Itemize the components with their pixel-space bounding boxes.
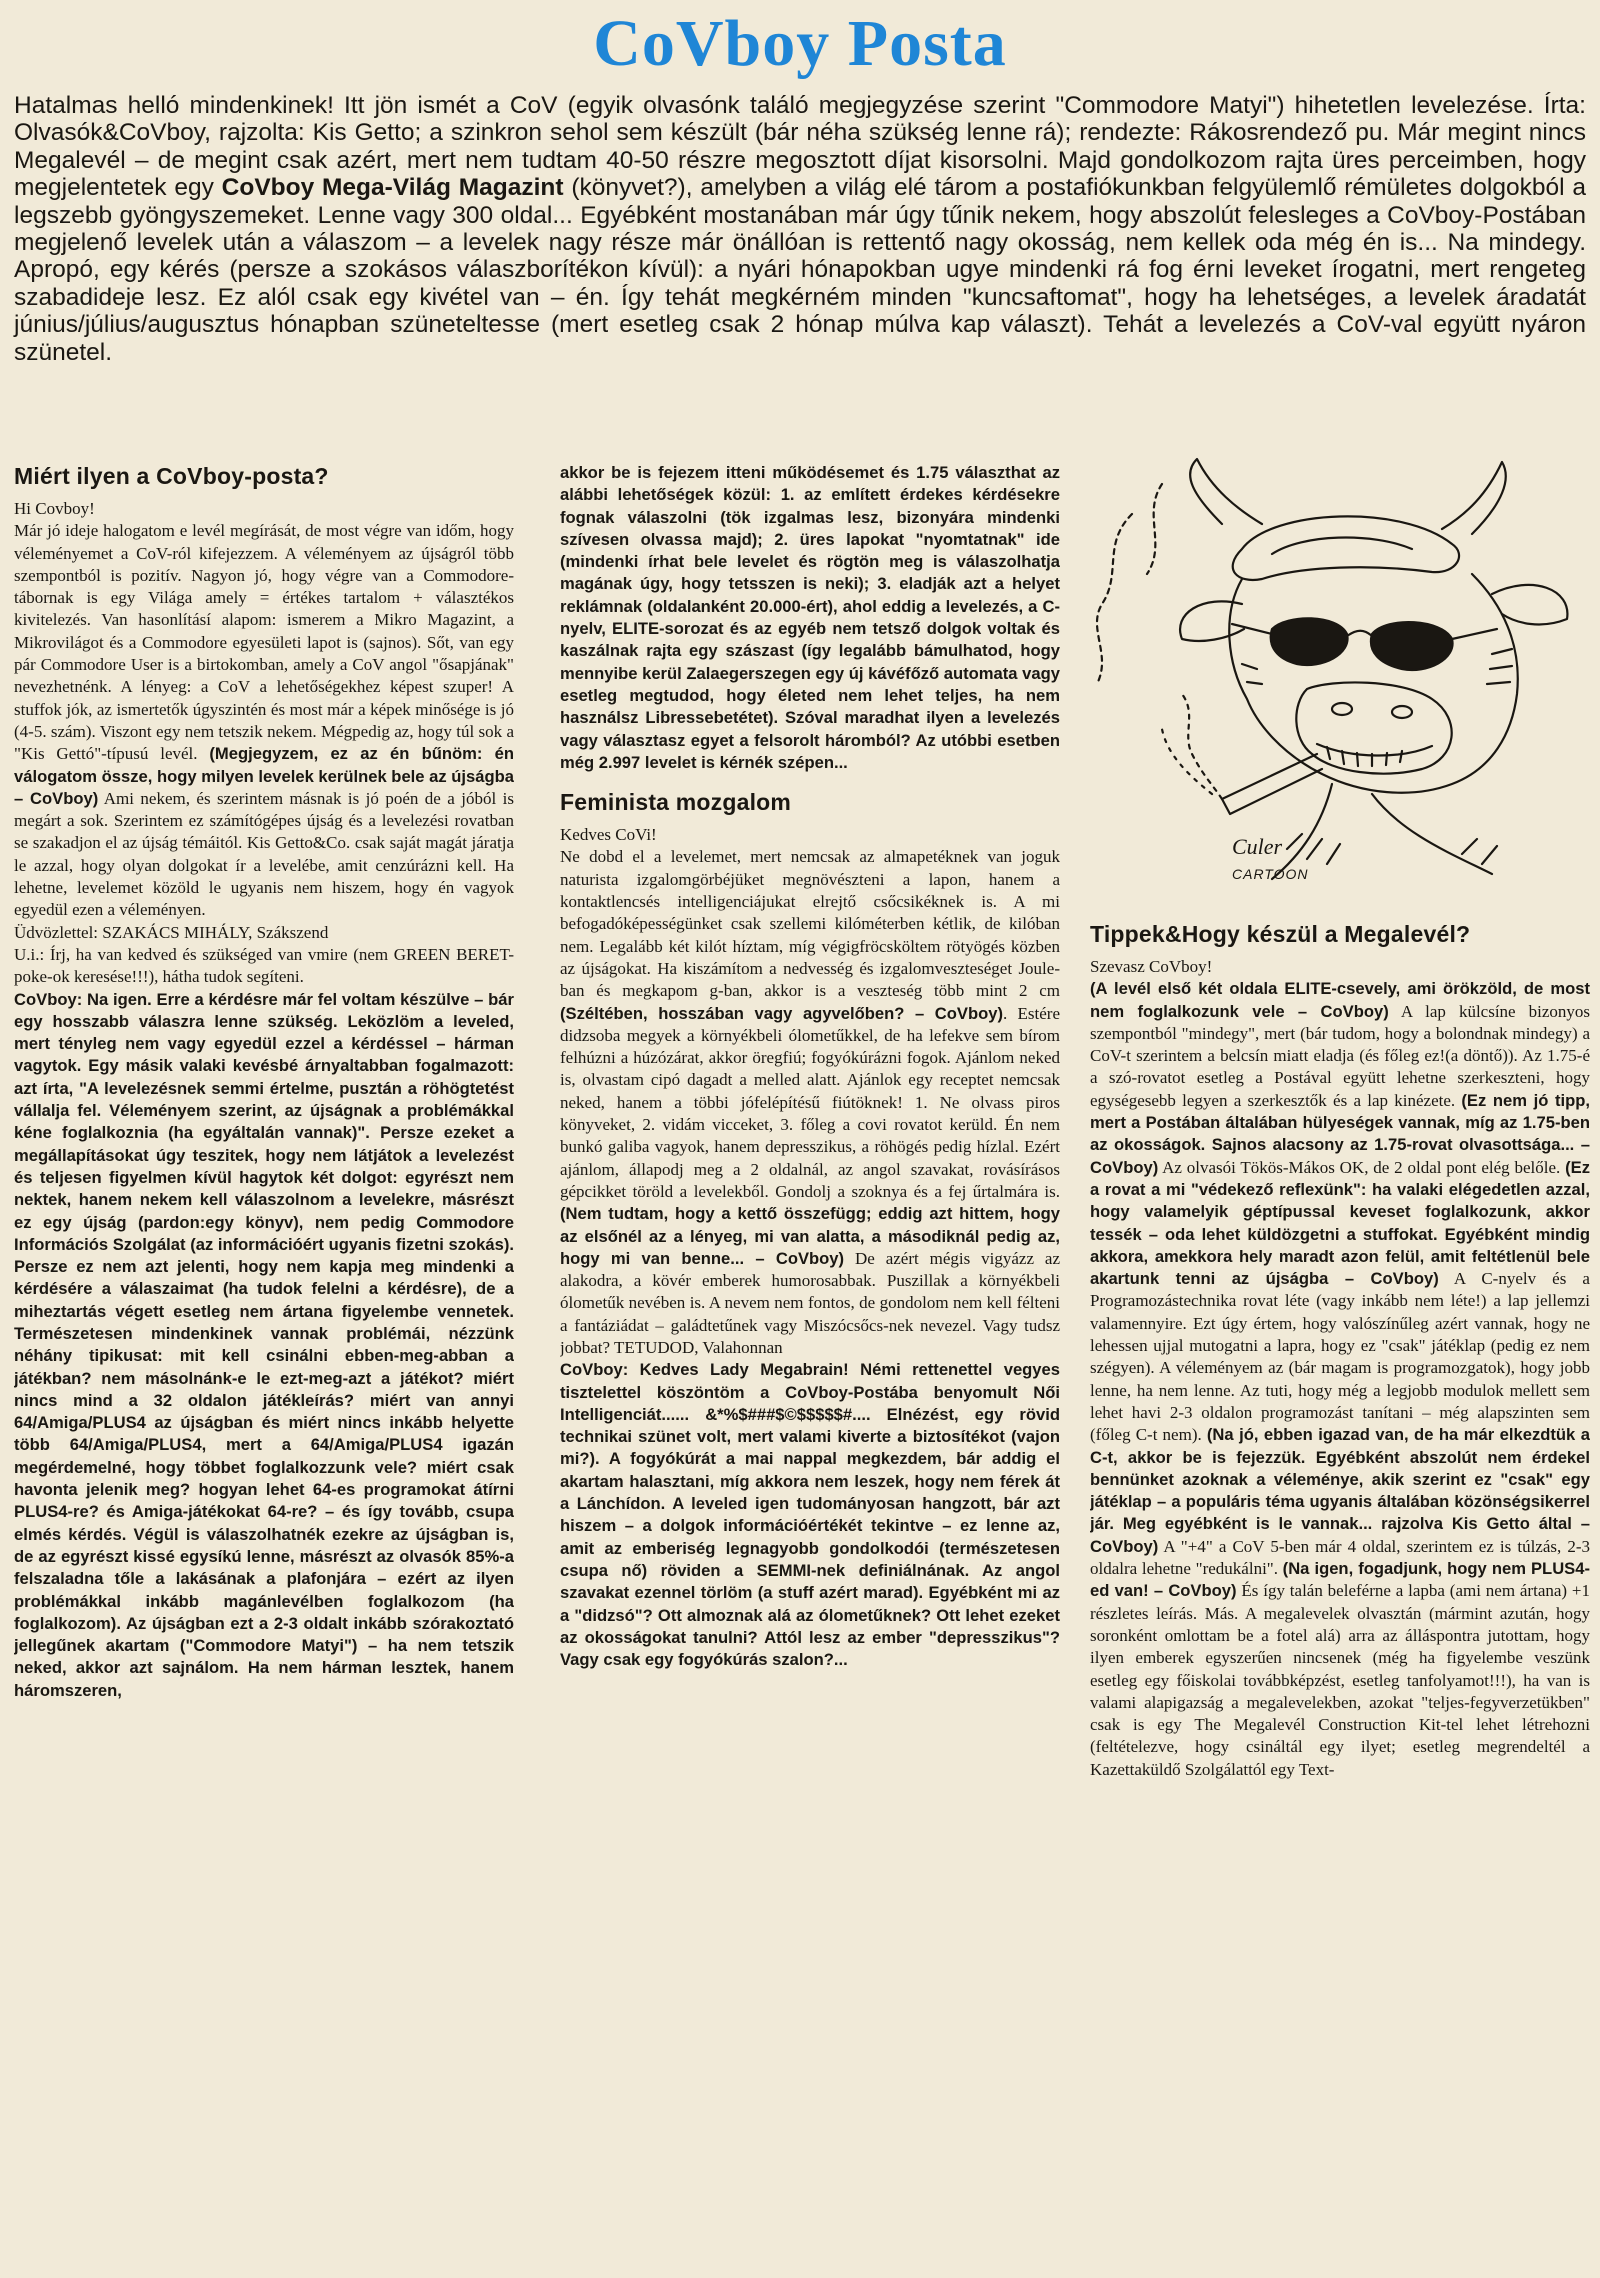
editor-note: (Széltében, hosszában vagy agyvelőben? – CoVboy)	[560, 1003, 1004, 1023]
intro-paragraph: Hatalmas helló mindenkinek! Itt jön ismét a CoV (egyik olvasónk találó megjegyzése szerint "Commodore Matyi") hihetetlen levelezése. Írta: Olvasók&CoVboy, rajzolta: Kis Getto; a szinkron sehol sem készült (bár néha szükség lenne rá); rendezte: Rákosrendező pu. Már megint nincs Megalevél – de megint csak azért, mert nem tudtam 40-50 részre megosztott díjat kisorsolni. Majd gondolkozom rajta üres perceimben, hogy megjelentetek egy CoVboy Mega-Világ Magazint (könyvet?), amelyben a világ elé tárom a postafiókunkban felgyülemlő rémületes dolgokból a legszebb gyöngyszemeket. Lenne vagy 300 oldal... Egyébként mostanában már úgy tűnik nekem, hogy abszolút felesleges a CoVboy-Postában megjelenő levelek után a válaszom – a levelek nagy része már önállóan is rettentő nagy okosság, nem kellek oda még én is... Na mindegy. Apropó, egy kérés (persze a szokásos válaszborítékon kívül): a nyári hónapokban ugye mindenki rá fog érni leveket írogatni, mert rengeteg szabadideje lesz. Ez alól csak egy kivétel van – én. Így tehát megkérném minden "kuncsaftomat", hogy ha lehetséges, a levelek áradatát június/július/augusztus hónapban szüneteltesse (mert esetleg csak 2 hónap múlva kap választ). Tehát a levelezés a CoV-val együtt nyáron szünetel.	[14, 92, 1587, 366]
letter-body: Már jó ideje halogatom e levél megírását, de most végre van időm, hogy véleményemet a CoV-ról kifejezzem. A véleményem az újságról több szempontból is pozitív. Nagyon jó, hogy végre van a Commodore-tábornak is egy Világa amely = értékes tartalom + választékos kivitelezés. Van hasonlításí alapom: ismerem a Mikro Magazint, a Mikrovilágot és a Commodore egyesületi lapot is (sajnos). Sőt, van egy pár Commodore User is a birtokomban, amely a CoV angol "ősapjának" nevezhetnénk. A lényeg: a CoV a lehetőségekhez képest szuper! A stuffok jók, az ismertetők úgyszintén és most már a képek minősége is jó (4-5. szám). Viszont egy nem tetszik nekem. Mégpedig az, hogy túl sok a "Kis Gettó"-típusú levél. (Megjegyzem, ez az én bűnöm: én válogatom össze, hogy milyen levelek kerülnek bele az újságba – CoVboy) Ami nekem, és szerintem másnak is jó poén de a jóból is megárt a sok. Szerintem ez számítógépes újság és a levelezési rovatban se szakadjon el az újság témáitól. Kis Getto&Co. csak saját magát járatja le azzal, hogy olyan dolgokat ír a levelébe, amit cenzúrázni kell. Ha lehetne, levelemet közöld le ugyanis nem hiszem, hogy én vagyok egyedül ezen a véleményen.	[14, 521, 514, 920]
letter-greeting: Hi Covboy!	[14, 499, 95, 518]
letter-body: Ne dobd el a levelemet, mert nemcsak az almapetéknek van joguk naturista izgalomgörbéjüket megnövészteni a lapon, hanem a kontaktlencsés intelligenciájukat elrejtő csőcsikéknek is. A mi befogadóképességünket csak szellemi kilóméterben kétlik, de kilóban nem. Legalább két kilót híztam, míg végigfröcsköltem rötyögés közben az újságokat. Ha kiszámítom a nedvesség és izgalomveszteséget Joule-ban és megkapom g-ban, akkor is a veszteség több mint 2 cm (Széltében, hosszában vagy agyvelőben? – CoVboy). Estére didzsoba megyek a környékbeli ólometűkkel, de ha lefekve sem bírom felhúzni a húzózárat, akkor öregfiú; fogyókúrázni fogok. Ajánlom neked is, olvastam cipó dagadt a melled alatt. Ajánlok egy receptet nemcsak neked, hanem a többi jófelépítésű fiútöknek! 1. Ne olvass piros könyveket, 2. vidám vicceket, 3. főleg a covi rovatot kerüld. Én nem bunkó galiba vagyok, hanem depresszikus, a röhögés pedig hízlal. Ezért ajánlom, állapodj meg a 2 oldalnál, az angol szavakat, rovásírásos gépcikket töröld a levelekből. Gondolj a szoknya és a fej űrtalmára is. (Nem tudtam, hogy a kettő összefügg; eddig azt hittem, hogy az elsőnél az a lényeg, mi van alatta, a másodiknál pedig az, hogy mi van benne... – CoVboy) De azért mégis vigyázz az alakodra, a kövér emberek humorosabbak. Puszillak a környékbeli ólometűk nevében is. A nevem nem fontos, de gondolom nem kell félteni a fantáziádat – galádtetűnek vagy Miszócsőcs-nek nevezel. Vagy tudsz jobbat? TETUDOD, Valahonnan	[560, 847, 1060, 1357]
editor-note: (Megjegyzem, ez az én bűnöm: én válogatom össze, hogy milyen levelek kerülnek bele az újságba – CoVboy)	[14, 744, 514, 808]
editor-note: (Na jó, ebben igazad van, de ha már elkezdtük a C-t, akkor be is fejezzük. Egyébként abszolút nem érdekel bennünket azoknak a véleménye, akik szerint ez "csak" egy játéklap – a populáris téma ugyanis általában közönségsikerrel jár. Meg egyébként is le vannak... rajzolva Kis Getto által – CoVboy)	[1090, 1425, 1590, 1556]
editor-reply: CoVboy: Kedves Lady Megabrain! Némi rettenettel vegyes tisztelettel köszöntöm a CoVboy-Postába benyomult Női Intelligenciát...... &*%$###$©$$$$$#.... Elnézést, egy rövid technikai szünet volt, mert valami kiverte a biztosítékot (vajon mi?). A fogyókúrát a mai nappal megkezdem, bár addig el akartam halasztani, míg akkora nem leszek, hogy nem férek át a Lánchídon. A leveled igen tudományosan hangzott, bár azt hiszem – a dolgok információértékét tekintve – ez lenne az, amit az emberiség legnagyobb gondolkodói (természetesen csupa nő) röviden a SEMMI-nek definiálnának. Az angol szavakat ezennel törlöm (a stuff azért marad). Egyébként mi az a "didzsó"? Ott almoznak alá az ólometűknek? Ott lehet ezeket az okosságokat tanulni? Attól lesz az ember "depresszikus"? Vagy csak egy fogyókúrás szalon?...	[560, 1360, 1060, 1670]
section-heading-tips: Tippek&Hogy készül a Megalevél?	[1090, 921, 1471, 947]
cigar-icon	[1222, 754, 1322, 814]
column-left	[14, 462, 514, 2276]
page-title: CoVboy Posta	[593, 7, 1007, 80]
cartoon-credit: CARTOON	[1232, 866, 1309, 882]
column-middle	[560, 462, 1060, 2276]
sunglasses-icon	[1271, 618, 1348, 665]
svg-text:Culer: Culer	[1232, 834, 1283, 859]
section-heading-why: Miért ilyen a CoVboy-posta?	[14, 463, 329, 489]
editor-reply: CoVboy: Na igen. Erre a kérdésre már fel voltam készülve – bár egy hosszabb válaszra lenne szükség. Leközlöm a leveled, mert tényleg nem vagy egyedül ezzel a kérdéssel – hárman vagytok. Egy másik valaki kevésbé árnyaltabban fogalmazott: azt írta, "A levelezésnek semmi értelme, pusztán a röhögtetést vállalja fel. Véleményem szerint, az újságnak a problémákkal kéne foglalkoznia (ha egyáltalán vannak)". Persze ezeket a megállapításokat úgy teszitek, hogy nem látjátok a levelezést és teljesen figyelmen kívül hagytok két dolgot: egyrészt nem nektek, hanem nekem kell válaszolnom a levelekre, másrészt ez egy újság (pardon:egy könyv), nem pedig Commodore Információs Szolgálat (az információért ugyanis fizetni szokás). Persze ez nem azt jelenti, hogy nem kapja meg mindenki a kérdésére a válaszaimat (ha tudok felelni a kérdésre), de a miheztartás végett esetleg nem ártana figyelembe vennetek. Természetesen mindenkinek vannak problémái, nézzünk néhány tipikusat: mit kell csinálni ebben-meg-abban a játékban? nem másolnánk-e le ezt-meg-azt a játékot? miért nincs mind a 32 oldalon játékleírás? miért van annyi 64/Amiga/PLUS4 az újságban és miért nincs inkább helyette több 64/Amiga/PLUS4, mert a 64/Amiga/PLUS4 igazán megérdemelné, hogy többet foglalkozzunk vele? miért csak havonta jelenik meg? hogyan lehet 64-es programokat átírni PLUS4-re? és Amiga-játékokat 64-re? – és így tovább, csupa elmés kérdés. Végül is válaszolhatnék ezekre az újságban is, de az egyrészt kissé egysíkú lenne, másrészt az olvasók 85%-a felszaladna tőle a lakásának a plafonjára – ezért az ilyen problémákkal inkább magánlevélben foglalkozom (ha foglalkozom). Az újságban ezt a 2-3 oldalt inkább szórakoztató jellegűnek akartam ("Commodore Matyi") – ha nem tetszik neked, akkor azt sajnálom. Ha nem hárman lesztek, hanem háromszeren,	[14, 989, 514, 1700]
section-heading-feminist: Feminista mozgalom	[560, 789, 792, 816]
editor-note: (Ez nem jó tipp, mert a Postában általában hülyeségek vannak, míg az 1.75-ben az okosságok. Sajnos alacsony az 1.75-rovat olvasottsága... – CoVboy)	[1090, 1090, 1590, 1177]
mega-magazine-title: CoVboy Mega-Világ Magazint	[221, 174, 564, 202]
letter-postscript: U.i.: Írj, ha van kedved és szükséged van vmire (nem GREEN BERET-poke-ok keresése!!!), hátha tudok segíteni.	[14, 944, 514, 987]
editor-note: (Nem tudtam, hogy a kettő összefügg; eddig azt hittem, hogy az elsőnél az a lényeg, mi van alatta, a másodiknál pedig az, hogy mi van benne... – CoVboy)	[560, 1204, 1060, 1268]
editor-reply-continued: akkor be is fejezem itteni működésemet és 1.75 választhat az alábbi lehetőségek közül: 1. az említett érdekes kérdésekre fognak válaszolni (tök izgalmas lesz, bizonyára mindenki szívesen olvassa majd); 2. üres lapokat "nyomtatnak" ide (mindenki írhat bele levelet és rögtön meg is válaszolhatja magának úgy, hogy tetsszen is neki); 3. eladják azt a helyet reklámnak (oldalanként 20.000-ért), ahol eddig a levelezés, a C-nyelv, ELITE-sorozat és az egyéb nem tetsző dolgok voltak és kaszálnak rajta egy szászast (így legalább bámulhatod, hogy mennyibe kerül Zalaegerszegen egy új kávéfőző automata vagy esetleg megtudod, hogy életed nem lehet teljes, ha nem használsz Libressebetétet). Szóval maradhat ilyen a levelezés vagy választasz egyet a felsorolt háromból? Az utóbbi esetben még 2.997 levelet is kérnék szépen...	[560, 463, 1060, 772]
cartoon-illustration	[1072, 454, 1592, 906]
column-right	[1090, 920, 1590, 2276]
horn-right-icon	[1442, 462, 1506, 534]
letter-signature: Üdvözlettel: SZAKÁCS MIHÁLY, Szákszend	[14, 922, 329, 942]
horn-left-icon	[1190, 459, 1262, 524]
editor-note: (Na igen, fogadjunk, hogy nem PLUS4-ed van! – CoVboy)	[1090, 1559, 1590, 1601]
letter-greeting: Kedves CoVi!	[560, 825, 657, 845]
letter-body: (A levél első két oldala ELITE-csevely, ami örökzöld, de most nem foglalkozunk vele – CoVboy) A lap külcsíne bizonyos szempontból "mindegy", mert (bár tudom, hogy a bolondnak mindegy) a CoV-t szerintem a belcsín miatt eladja (és főleg ez!(a döntő)). Az 1.75-é a szó-rovatot esetleg a Postával együtt lehetne szerkeszteni, hogy egységesebb legyen a szerkesztők és a lap kinézete. (Ez nem jó tipp, mert a Postában általában hülyeségek vannak, míg az 1.75-ben az okosságok. Sajnos alacsony az 1.75-rovat olvasottsága... – CoVboy) Az olvasói Tökös-Mákos OK, de 2 oldal pont elég belőle. (Ez a rovat a mi "védekező reflexünk": ha valaki elégedetlen azzal, hogy valamelyik géptípussal keveset foglalkozunk, akkor tessék – oda lehet küldözgetni a stuffokat. Egyébként mindig akkora, amekkora hely maradt azon felül, amit feltétlenül bele akartunk tenni az újságba – CoVboy) A C-nyelv és a Programozástechnika rovat léte (vagy inkább nem léte!) a lap jellemzi valamennyire. Ezt úgy értem, hogy valószínűleg azért vannak, hogy ne lehessen ujjal mutogatni a lapra, hogy ez "csak" játéklap (pedig ez nem szégyen). A véleményem az (bár magam is programozgatok), hogy jobb lenne, ha nem lenne. Az tuti, hogy még a legjobb modulok mellett sem lehet havi 2-3 oldalon programozást tanítani – még alapszinten sem (főleg C-t nem). (Na jó, ebben igazad van, de ha már elkezdtük a C-t, akkor be is fejezzük. Egyébként abszolút nem érdekel bennünket azoknak a véleménye, akik szerint ez "csak" egy játéklap – a populáris téma ugyanis általában közönségsikerrel jár. Meg egyébként is le vannak... rajzolva Kis Getto által – CoVboy) A "+4" a CoV 5-ben már 4 oldal, szerintem ez is túlzás, 2-3 oldalra lehetne "redukálni". (Na igen, fogadjunk, hogy nem PLUS4-ed van! – CoVboy) És így talán beleférne a lapba (ami nem ártana) +1 részletes leírás. Más. A megalevelek olvasztán (mármint azután, hogy soronként omlottam be a fotel alá) arra az álláspontra jutottam, hogy ilyen emberek egyszerűen nincsenek (még ha figyelembe veszünk esetleg egy főiskolai továbbképzést, esetleg tanfolyamot!!!), ha van is valami alapigazság a megalevelekben, azokat "teljes-fegyverzetükben" csak is egy The Megalevél Construction Kit-tel lehet létrehozni (feltételezve, hogy csináltál egy ilyet; esetleg megrendeltél a Kazettaküldő Szolgálattól egy Text-	[1090, 979, 1590, 1779]
editor-note: (Ez a rovat a mi "védekező reflexünk": ha valaki elégedetlen azzal, hogy valamelyik géptípussal keveset foglalkozunk, akkor tessék – oda lehet küldözgetni a stuffokat. Egyébként mindig akkora, amekkora hely maradt azon felül, amit feltétlenül bele akartunk tenni az újságba – CoVboy)	[1090, 1157, 1590, 1289]
ear-left-icon	[1180, 601, 1244, 641]
letter-greeting: Szevasz CoVboy!	[1090, 957, 1213, 976]
editor-note: (A levél első két oldala ELITE-csevely, ami örökzöld, de most nem foglalkozunk vele – CoVboy)	[1090, 979, 1590, 1021]
